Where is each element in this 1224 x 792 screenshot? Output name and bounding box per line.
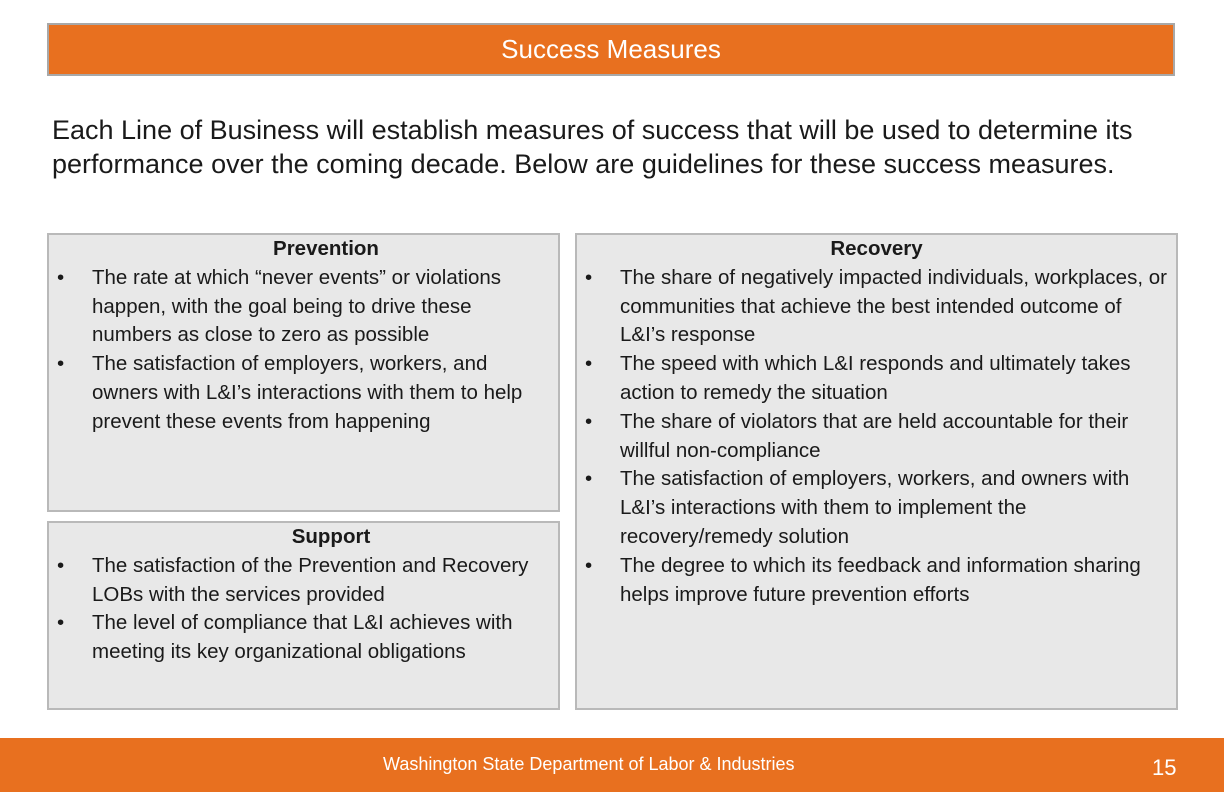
slide-title: Success Measures bbox=[501, 34, 721, 64]
list-item-text: The share of negatively impacted individuals, workplaces, or communities that achieve the best intended outcome of L&I’s response bbox=[620, 265, 1167, 347]
intro-paragraph: Each Line of Business will establish measures of success that will be used to determine its performance over the coming decade. Below are guidelines for these success measures. bbox=[52, 115, 1133, 179]
list-item-text: The level of compliance that L&I achieves with meeting its key organizational obligations bbox=[92, 611, 513, 664]
support-list bbox=[49, 552, 558, 667]
list-item bbox=[57, 552, 550, 610]
bullet-icon: • bbox=[585, 467, 593, 491]
list-item bbox=[585, 350, 1170, 408]
prevention-list bbox=[49, 264, 558, 437]
recovery-box bbox=[575, 233, 1178, 710]
list-item bbox=[585, 465, 1170, 551]
bullet-icon: • bbox=[585, 265, 593, 289]
bullet-icon: • bbox=[57, 352, 65, 376]
footer-org-name: Washington State Department of Labor & Industries bbox=[383, 754, 795, 774]
bullet-icon: • bbox=[57, 265, 65, 289]
list-item-text: The satisfaction of the Prevention and Recovery LOBs with the services provided bbox=[92, 553, 529, 606]
footer-bar bbox=[0, 738, 1224, 792]
recovery-list bbox=[577, 264, 1176, 610]
list-item-text: The speed with which L&I responds and ultimately takes action to remedy the situation bbox=[620, 352, 1131, 404]
bullet-icon: • bbox=[57, 611, 65, 635]
page-number: 15 bbox=[1152, 755, 1177, 780]
slide-title-bar bbox=[47, 23, 1175, 76]
list-item bbox=[57, 264, 536, 350]
recovery-title: Recovery bbox=[830, 237, 923, 260]
bullet-icon: • bbox=[57, 553, 65, 577]
list-item bbox=[585, 408, 1170, 466]
list-item bbox=[585, 264, 1170, 350]
list-item-text: The rate at which “never events” or violations happen, with the goal being to drive these numbers as close to zero as possible bbox=[92, 265, 502, 347]
support-box bbox=[47, 521, 560, 710]
list-item-text: The degree to which its feedback and information sharing helps improve future prevention efforts bbox=[620, 553, 1141, 606]
bullet-icon: • bbox=[585, 409, 593, 433]
bullet-icon: • bbox=[585, 352, 593, 376]
bullet-icon: • bbox=[585, 553, 593, 577]
list-item-text: The share of violators that are held accountable for their willful non-compliance bbox=[620, 409, 1129, 462]
list-item bbox=[585, 552, 1170, 610]
list-item-text: The satisfaction of employers, workers, and owners with L&I’s interactions with them to implement the recovery/remedy solution bbox=[620, 467, 1130, 548]
list-item bbox=[57, 609, 550, 667]
prevention-title: Prevention bbox=[273, 237, 379, 260]
list-item-text: The satisfaction of employers, workers, and owners with L&I’s interactions with them to help prevent these events from happening bbox=[92, 352, 523, 433]
prevention-box bbox=[47, 233, 560, 512]
support-title: Support bbox=[291, 525, 371, 548]
list-item bbox=[57, 350, 536, 436]
